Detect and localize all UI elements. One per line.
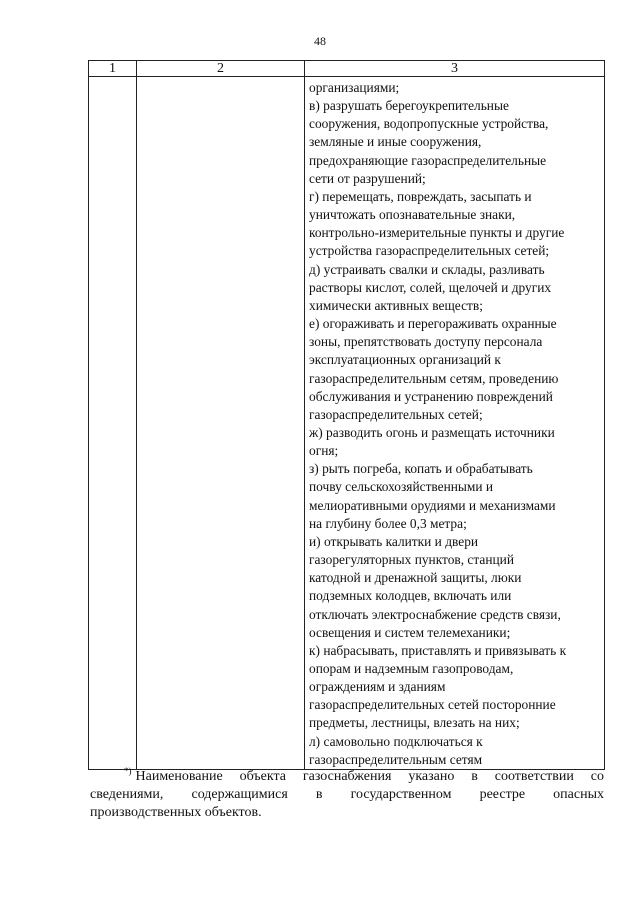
footnote-line-1 [90,762,604,786]
cell-text-line: на глубину более 0,3 метра; [309,515,467,531]
cell-text-line: и) открывать калитки и двери [309,533,479,549]
cell-text-line: организациями; [309,80,400,95]
cell-text-line: газораспределительных сетей; [309,406,483,422]
table-header-row [89,61,605,77]
cell-text-line: к) набрасывать, приставлять и привязывать к [309,642,567,658]
cell-text-line: е) огораживать и перегораживать охранные [309,316,557,332]
cell-text-line: отключать электроснабжение средств связи, [309,606,561,622]
requirements-table [88,60,605,770]
cell-text-line: огня; [309,443,339,459]
cell-text-line: земляные и иные сооружения, [309,134,482,150]
footnote-line-3: производственных объектов. [90,805,262,820]
cell-text-line: устройства газораспределительных сетей; [309,243,550,259]
cell-text-line: з) рыть погреба, копать и обрабатывать [309,461,533,477]
cell-text-line: газораспределительных сетей посторонние [309,697,556,713]
cell-text-line: ж) разводить огонь и размещать источники [309,424,555,440]
cell-text-line: мелиоративными орудиями и механизмами [309,497,556,513]
cell-text-line: газораспределительным сетям [309,751,483,767]
cell-text-line: предохраняющие газораспределительные [309,152,547,168]
page-number: 48 [314,34,326,48]
cell-text-line: предметы, лестницы, влезать на них; [309,715,520,731]
cell-column-3 [305,77,605,770]
cell-text-line: сооружения, водопропускные устройства, [309,116,549,132]
cell-text-line: подземных колодцев, включать или [309,588,512,604]
cell-text-line: химически активных веществ; [309,297,483,313]
cell-text-line: эксплуатационных организаций к [309,352,501,368]
cell-text-line: зоны, препятствовать доступу персонала [309,334,543,350]
cell-column-1 [89,77,137,770]
cell-text-line: в) разрушать берегоукрепительные [309,98,509,114]
cell-text-line: сети от разрушений; [309,170,426,186]
footnote-marker: *) [124,766,132,776]
cell-text-line: л) самовольно подключаться к [309,733,483,749]
cell-text-line: г) перемещать, повреждать, засыпать и [309,188,532,204]
column-header-1: 1 [89,61,137,77]
cell-text-line: уничтожать опознавательные знаки, [309,207,516,223]
cell-text-line: катодной и дренажной защиты, люки [309,570,522,586]
cell-text-line: почву сельскохозяйственными и [309,479,494,495]
footnote [90,762,604,822]
column-header-2: 2 [137,61,305,77]
footnote-text: Наименование объекта газоснабжения указано в соответствии со [135,769,604,784]
cell-text-line: растворы кислот, солей, щелочей и других [309,279,552,295]
cell-text-line: газораспределительным сетям, проведению [309,370,559,386]
cell-text-line: д) устраивать свалки и склады, разливать [309,261,545,277]
cell-text-line: обслуживания и устранению повреждений [309,388,553,404]
cell-text-line: ограждениям и зданиям [309,679,446,695]
cell-text-line: опорам и надземным газопроводам, [309,661,514,676]
cell-text-line: газорегуляторных пунктов, станций [309,552,515,568]
cell-column-2 [137,77,305,770]
cell-text-line: контрольно-измерительные пункты и другие [309,225,565,241]
column-header-3: 3 [305,61,605,77]
table-row [89,77,605,770]
cell-text-line: освещения и систем телемеханики; [309,624,511,640]
footnote-line-2: сведениями, содержащимися в государственном реестре опасных [90,787,604,802]
